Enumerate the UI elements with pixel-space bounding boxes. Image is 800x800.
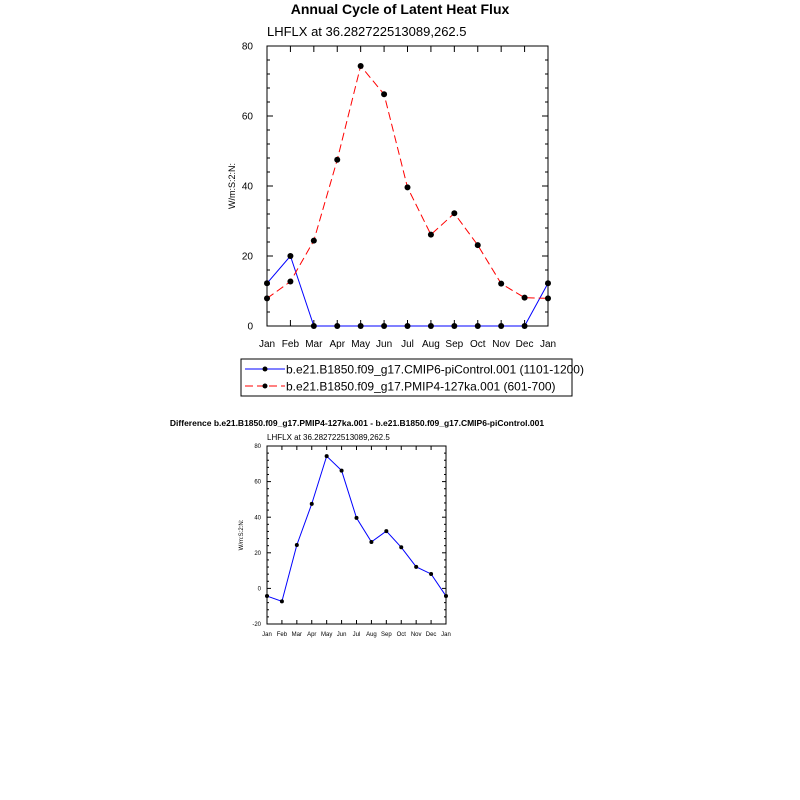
y-tick-label: -20	[252, 622, 261, 629]
data-point	[381, 323, 387, 329]
x-tick-label: Oct	[396, 632, 406, 638]
data-point	[545, 280, 551, 286]
y-tick-label: 0	[257, 586, 261, 593]
plot-area	[242, 42, 556, 351]
data-point	[522, 295, 528, 301]
x-tick-label: Feb	[276, 632, 288, 638]
data-point	[287, 253, 293, 259]
chart-title: Difference b.e21.B1850.f09_g17.PMIP4-127ka.001 - b.e21.B1850.f09_g17.CMIP6-piControl.001	[169, 418, 545, 428]
legend-label: b.e21.B1850.f09_g17.PMIP4-127ka.001 (601-700)	[286, 379, 556, 394]
data-point	[325, 454, 329, 458]
x-tick-label: Aug	[422, 339, 440, 350]
difference-chart	[170, 418, 544, 638]
data-point	[334, 157, 340, 163]
data-point	[451, 210, 457, 216]
y-tick-label: 80	[241, 41, 253, 53]
data-point	[405, 184, 411, 190]
data-point	[295, 543, 299, 547]
data-point	[310, 502, 314, 506]
data-point	[522, 323, 528, 329]
x-tick-label: Apr	[329, 339, 346, 350]
x-tick-label: Jul	[352, 632, 361, 638]
y-tick-label: 20	[241, 251, 253, 263]
x-tick-label: Jan	[258, 339, 276, 350]
legend-marker	[263, 384, 268, 389]
legend-marker	[263, 367, 268, 372]
y-axis-label: W/m:S:2:N:	[239, 519, 245, 551]
x-tick-label: Oct	[469, 339, 486, 350]
series-line-1	[267, 256, 548, 326]
x-tick-label: Sep	[380, 632, 392, 638]
series-line-2	[267, 66, 548, 298]
data-point	[444, 594, 448, 598]
y-tick-label: 40	[254, 515, 261, 522]
x-tick-label: Jun	[376, 339, 393, 350]
data-point	[405, 323, 411, 329]
data-point	[311, 323, 317, 329]
x-tick-label: Feb	[281, 339, 300, 350]
data-point	[334, 323, 340, 329]
x-tick-label: Mar	[305, 339, 323, 350]
series-line-1	[267, 456, 446, 601]
y-tick-label: 80	[254, 444, 261, 451]
data-point	[358, 63, 364, 69]
x-tick-label: Jan	[539, 339, 557, 350]
data-point	[475, 323, 481, 329]
data-point	[498, 281, 504, 287]
x-tick-label: May	[351, 339, 371, 350]
data-point	[381, 91, 387, 97]
data-point	[451, 323, 457, 329]
data-point	[428, 232, 434, 238]
x-tick-label: Jul	[401, 339, 414, 350]
x-tick-label: Jan	[441, 632, 451, 638]
plot-area	[252, 444, 451, 638]
x-tick-label: Nov	[410, 632, 422, 638]
annual-cycle-chart	[227, 1, 584, 396]
y-tick-label: 20	[254, 550, 261, 557]
data-point	[384, 529, 388, 533]
x-tick-label: Jun	[336, 632, 347, 638]
y-axis-label: W/m:S:2:N:	[227, 162, 237, 210]
x-tick-label: Aug	[366, 632, 377, 638]
data-point	[264, 295, 270, 301]
x-tick-label: Jan	[262, 632, 272, 638]
legend-label: b.e21.B1850.f09_g17.CMIP6-piControl.001 (1101-1200)	[286, 362, 584, 377]
x-tick-label: May	[320, 632, 333, 638]
x-tick-label: Dec	[425, 632, 437, 638]
chart-title: Annual Cycle of Latent Heat Flux	[290, 1, 510, 17]
x-tick-label: Sep	[445, 339, 464, 350]
x-tick-label: Nov	[492, 339, 511, 350]
data-point	[355, 516, 359, 520]
x-tick-label: Dec	[515, 339, 534, 350]
data-point	[287, 279, 293, 285]
data-point	[428, 323, 434, 329]
data-point	[429, 572, 433, 576]
legend	[241, 359, 584, 396]
data-point	[369, 540, 373, 544]
data-point	[414, 565, 418, 569]
data-point	[265, 594, 269, 598]
y-tick-label: 40	[241, 181, 253, 193]
data-point	[399, 545, 403, 549]
chart-subtitle: LHFLX at 36.282722513089,262.5	[267, 24, 467, 39]
data-point	[280, 599, 284, 603]
chart-subtitle: LHFLX at 36.282722513089,262.5	[267, 433, 390, 442]
plot-frame	[267, 446, 446, 624]
x-tick-label: Mar	[291, 632, 303, 638]
y-tick-label: 60	[241, 111, 253, 123]
y-tick-label: 0	[247, 321, 253, 333]
data-point	[498, 323, 504, 329]
y-tick-label: 60	[254, 479, 261, 486]
data-point	[475, 242, 481, 248]
data-point	[358, 323, 364, 329]
data-point	[311, 238, 317, 244]
data-point	[545, 295, 551, 301]
data-point	[340, 469, 344, 473]
x-tick-label: Apr	[307, 632, 317, 638]
data-point	[264, 280, 270, 286]
